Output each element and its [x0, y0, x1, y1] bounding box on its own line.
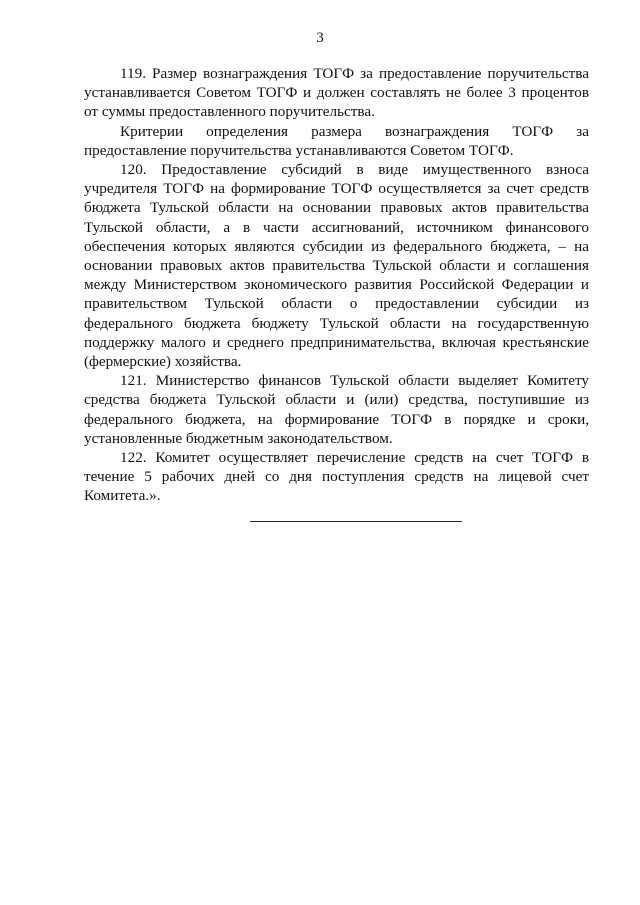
- paragraph-119: 119. Размер вознаграждения ТОГФ за предоставление поручительства устанавливается Советом ТОГФ и должен составлять не более 3 процентов от суммы предоставленного поручительства.: [84, 65, 589, 121]
- paragraph-121: 121. Министерство финансов Тульской области выделяет Комитету средства бюджета Тульской области и (или) средства, поступившие из федерального бюджета, на формирование ТОГФ в порядке и сроки, установленные бюджетным законодательством.: [84, 372, 589, 447]
- page-number: 3: [316, 30, 324, 46]
- paragraph-120: 120. Предоставление субсидий в виде имущественного взноса учредителя ТОГФ на формирование ТОГФ осуществляется за счет средств бюджета Тульской области на основании правовых актов правительства Тульской области, а в части ассигнований, источником финансового обеспечения которых являются субсидии из федерального бюджета, – на основании правовых актов правительства Тульской области и соглашения между Министерством экономического развития Российской Федерации и правительством Тульской области о предоставлении субсидии из федерального бюджета бюджету Тульской области на государственную поддержку малого и среднего предпринимательства, включая крестьянские (фермерские) хозяйства.: [84, 161, 589, 371]
- paragraph-reward-criteria: Критерии определения размера вознаграждения ТОГФ за предоставление поручительства устанавливаются Советом ТОГФ.: [84, 122, 589, 159]
- paragraph-122: 122. Комитет осуществляет перечисление средств на счет ТОГФ в течение 5 рабочих дней со дня поступления средств на лицевой счет Комитета.».: [84, 449, 589, 505]
- document-body: [84, 64, 589, 506]
- end-divider-line: [250, 521, 462, 522]
